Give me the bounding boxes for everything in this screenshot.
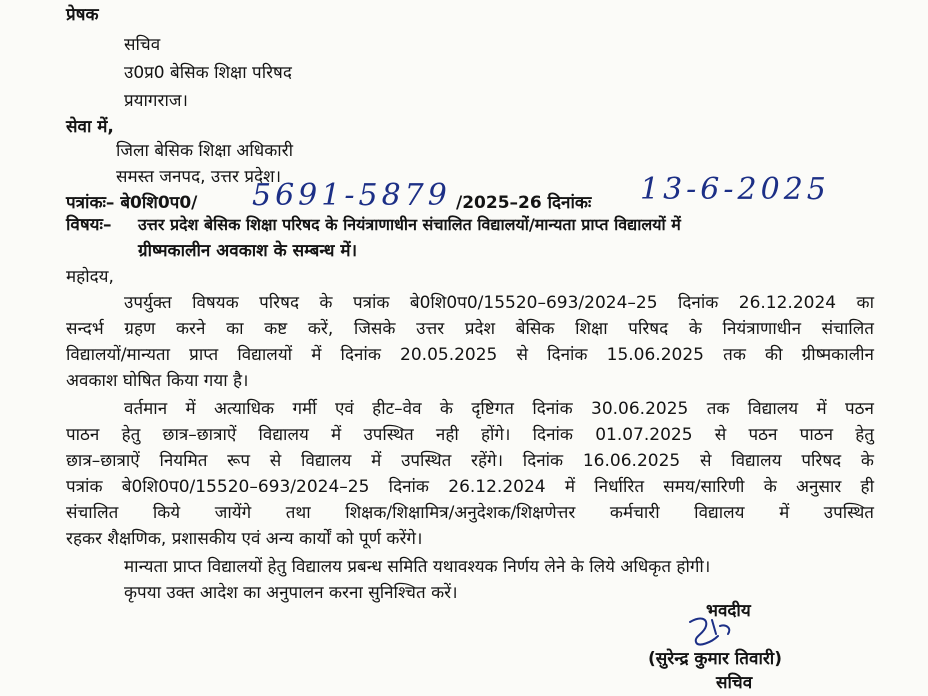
- para1-line: विद्यालयों/मान्यता प्राप्त विद्यालयों में दिनांक 20.05.2025 से दिनांक 15.06.2025 तक की ग्रीष्मकालीन: [66, 345, 874, 365]
- para2-line: पाठन हेतु छात्र–छात्राऐं विद्यालय में उपस्थित नही होंगे। दिनांक 01.07.2025 से पठन पाठन हेतु: [66, 425, 874, 445]
- subject-line-2: ग्रीष्मकालीन अवकाश के सम्बन्ध में।: [138, 241, 358, 261]
- sender-city: प्रयागराज।: [124, 91, 188, 111]
- subject-label: विषयः–: [66, 215, 112, 235]
- para4-line: कृपया उक्त आदेश का अनुपालन करना सुनिश्चित करें।: [124, 583, 458, 603]
- signature-mark: [682, 612, 742, 652]
- reference-number-handwritten: 5691-5879: [252, 178, 451, 213]
- reference-year: /2025–26 दिनांकः: [456, 193, 592, 213]
- sender-designation: सचिव: [124, 35, 161, 55]
- para2-line: पत्रांक बे0शि0प0/15520–693/2024–25 दिनांक 26.12.2024 में निर्धारित समय/सारिणी के अनुसार ही: [66, 477, 874, 497]
- salutation: महोदय,: [66, 267, 114, 287]
- para1-line: उपर्युक्त विषयक परिषद के पत्रांक बे0शि0प0/15520–693/2024–25 दिनांक 26.12.2024 का: [124, 293, 874, 313]
- para1-line: सन्दर्भ ग्रहण करने का कष्ट करें, जिसके उत्तर प्रदेश बेसिक शिक्षा परिषद के नियंत्राणाधीन संचालित: [66, 319, 874, 339]
- para2-line: रहकर शैक्षणिक, प्रशासकीय एवं अन्य कार्यों को पूर्ण करेंगे।: [66, 529, 423, 549]
- para2-line: छात्र–छात्राऐं नियमित रूप से विद्यालय में उपस्थित रहेंगे। दिनांक 16.06.2025 से विद्यालय परिषद के: [66, 451, 874, 471]
- para1-line: अवकाश घोषित किया गया है।: [66, 371, 249, 391]
- signatory-designation: सचिव: [716, 673, 753, 693]
- para3-line: मान्यता प्राप्त विद्यालयों हेतु विद्यालय प्रबन्ध समिति यथावश्यक निर्णय लेने के लिये अधिकृत होगी।: [124, 557, 711, 577]
- para2-line: वर्तमान में अत्याधिक गर्मी एवं हीट–वेव के दृष्टिगत दिनांक 30.06.2025 तक विद्यालय में पठन: [124, 399, 874, 419]
- recipient-location: समस्त जनपद, उत्तर प्रदेश।: [116, 167, 282, 187]
- recipient-label: सेवा में,: [66, 117, 114, 137]
- subject-line-1: उत्तर प्रदेश बेसिक शिक्षा परिषद के नियंत्राणाधीन संचालित विद्यालयों/मान्यता प्राप्त विद्यालयों में: [138, 215, 681, 234]
- reference-date-handwritten: 13-6-2025: [640, 172, 830, 207]
- recipient-designation: जिला बेसिक शिक्षा अधिकारी: [116, 141, 294, 161]
- signatory-name: (सुरेन्द्र कुमार तिवारी): [648, 649, 782, 669]
- sender-office: उ0प्र0 बेसिक शिक्षा परिषद: [124, 63, 292, 83]
- reference-label: पत्रांकः– बे0शि0प0/: [66, 193, 198, 213]
- para2-line: संचालित किये जायेंगे तथा शिक्षक/शिक्षामित्र/अनुदेशक/शिक्षणेत्तर कर्मचारी विद्यालय में उपस्थित: [66, 503, 874, 523]
- sender-label: प्रेषक: [66, 5, 99, 25]
- valediction: भवदीय: [706, 601, 751, 621]
